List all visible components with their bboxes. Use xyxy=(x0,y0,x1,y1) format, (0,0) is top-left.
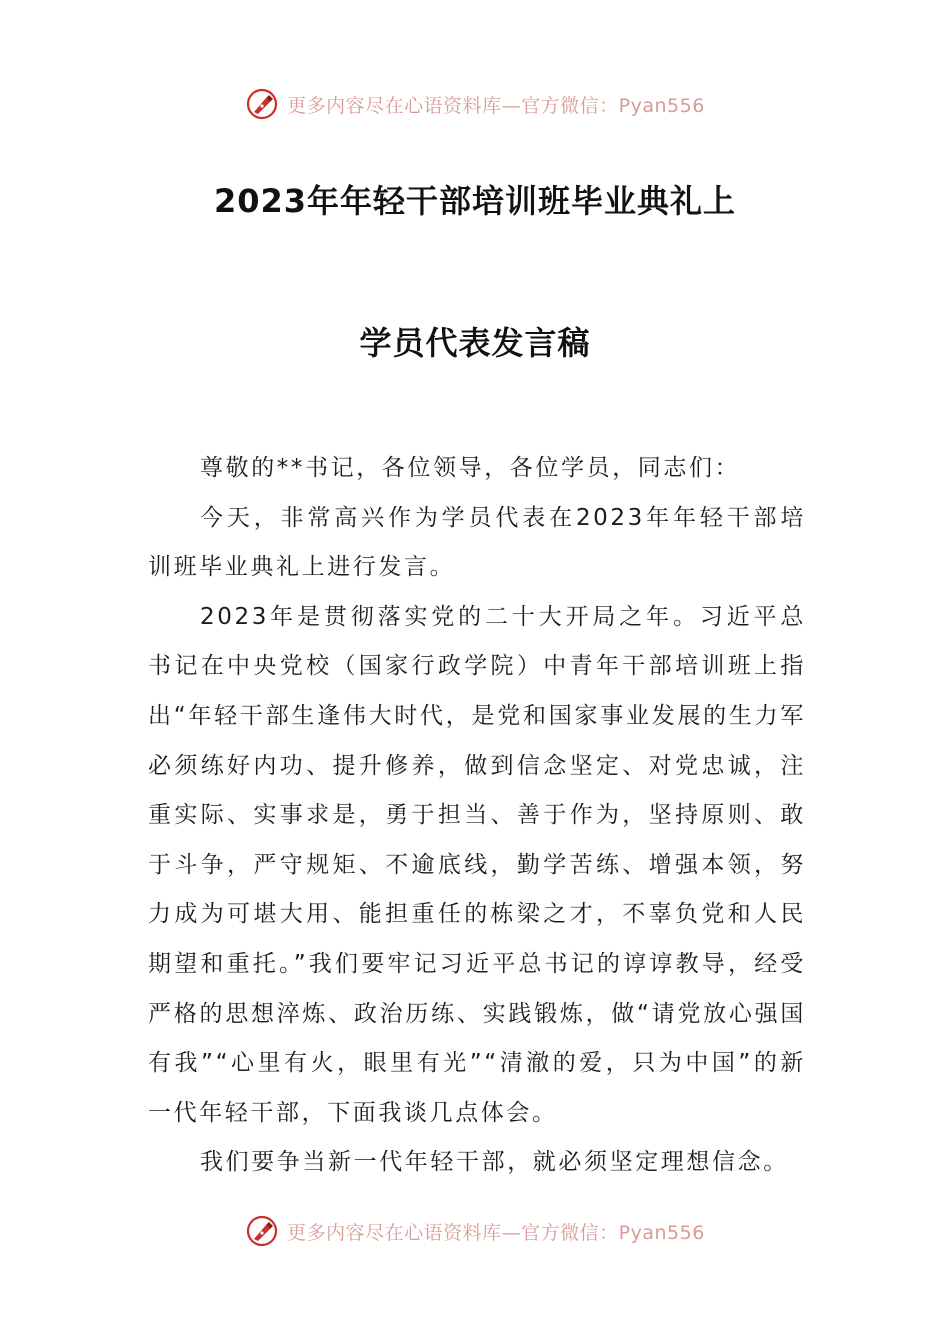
watermark-footer xyxy=(0,1211,950,1251)
watermark-header xyxy=(0,84,950,124)
watermark-text: 更多内容尽在心语资料库—官方微信：Pyan556 xyxy=(287,94,705,117)
pen-nib-logo-icon xyxy=(245,1214,279,1248)
pen-nib-logo-icon xyxy=(245,87,279,121)
body-paragraph: 今天，非常高兴作为学员代表在2023年年轻干部培训班毕业典礼上进行发言。 xyxy=(148,504,806,581)
body-paragraph: 2023年是贯彻落实党的二十大开局之年。习近平总书记在中央党校（国家行政学院）中青年干部培训班上指出“年轻干部生逢伟大时代，是党和国家事业发展的生力军必须练好内功、提升修养，做到信念坚定、对党忠诚，注重实际、实事求是，勇于担当、善于作为，坚持原则、敢于斗争，严守规矩、不逾底线，勤学苦练、增强本领，努力成为可堪大用、能担重任的栋梁之才，不辜负党和人民期望和重托。”我们要牢记习近平总书记的谆谆教导，经受严格的思想淬炼、政治历练、实践锻炼，做“请党放心强国有我”“心里有火，眼里有光”“清澈的爱，只为中国”的新一代年轻干部，下面我谈几点体会。 xyxy=(148,603,806,1126)
salutation-paragraph: 尊敬的**书记，各位领导，各位学员，同志们： xyxy=(200,455,741,481)
document-body xyxy=(148,444,806,1188)
watermark-text: 更多内容尽在心语资料库—官方微信：Pyan556 xyxy=(287,1221,705,1244)
document-title-line-2: 学员代表发言稿 xyxy=(359,324,591,362)
body-paragraph: 我们要争当新一代年轻干部，就必须坚定理想信念。 xyxy=(200,1149,789,1176)
document-title-line-1: 2023年年轻干部培训班毕业典礼上 xyxy=(213,182,737,220)
